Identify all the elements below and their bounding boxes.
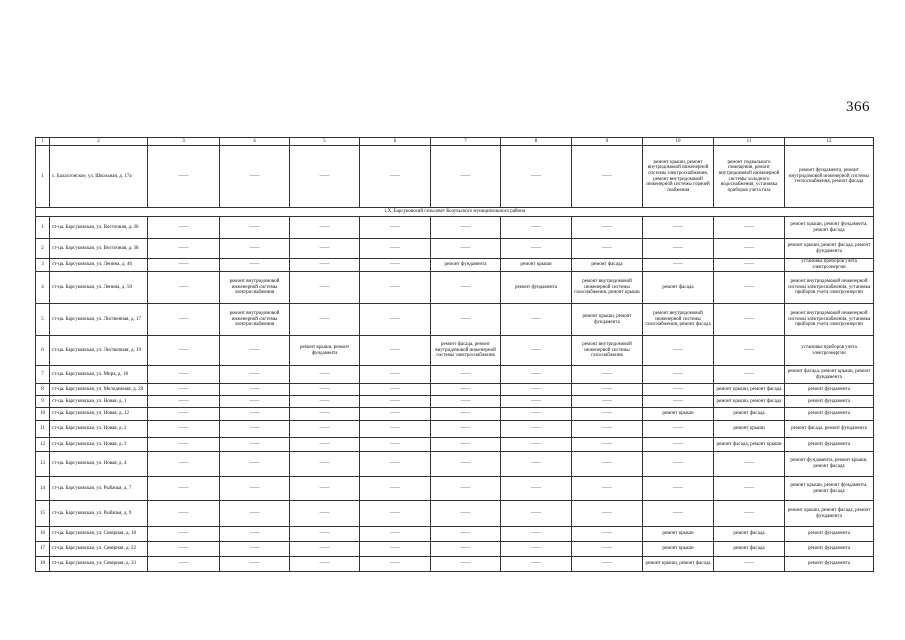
empty-cell: ——	[360, 527, 431, 542]
column-number: 10	[643, 138, 714, 146]
empty-cell: ——	[148, 272, 220, 304]
empty-cell: ——	[431, 366, 501, 384]
work-cell: ремонт крыши	[643, 527, 714, 542]
empty-cell: ——	[290, 146, 360, 208]
address-cell: ст-ца. Барсуковская, ул. Новая, д. 12	[50, 408, 148, 421]
table-row	[36, 408, 874, 421]
work-cell: ремонт внутридомовой инженерной системы электроснабжения, установка приборов учета электроэнергии	[785, 304, 874, 336]
work-cell: ремонт фундамента	[785, 408, 874, 421]
column-number: 12	[785, 138, 874, 146]
column-number: 2	[50, 138, 148, 146]
table-row	[36, 527, 874, 542]
address-cell: ст-ца. Барсуковская, ул. Восточная, д. 36	[50, 217, 148, 239]
row-number: 15	[36, 501, 50, 527]
empty-cell: ——	[714, 304, 785, 336]
work-cell: ремонт крыши, ремонт фундамента, ремонт фасада	[785, 217, 874, 239]
empty-cell: ——	[148, 366, 220, 384]
empty-cell: ——	[360, 304, 431, 336]
empty-cell: ——	[360, 217, 431, 239]
work-cell: ремонт фасада	[714, 542, 785, 557]
empty-cell: ——	[360, 146, 431, 208]
empty-cell: ——	[148, 542, 220, 557]
empty-cell: ——	[572, 384, 643, 396]
work-cell: ремонт фасада	[714, 527, 785, 542]
empty-cell: ——	[148, 336, 220, 366]
address-cell: ст-ца. Барсуковская, ул. Лиственная, д. 19	[50, 336, 148, 366]
page-number: 366	[846, 99, 870, 115]
section-title: 1.Х. Барсуковский сельсовет Козульского муниципального района	[36, 208, 874, 217]
empty-cell: ——	[431, 272, 501, 304]
empty-cell: ——	[572, 396, 643, 408]
empty-cell: ——	[643, 396, 714, 408]
empty-cell: ——	[360, 259, 431, 272]
work-cell: ремонт внутридомовой инженерной системы газоснабжения	[572, 336, 643, 366]
row-number: 3	[36, 259, 50, 272]
work-cell: ремонт крыши, ремонт фасада	[714, 384, 785, 396]
table-row	[36, 557, 874, 572]
work-cell: ремонт фундамента	[785, 396, 874, 408]
address-cell: ст-ца. Барсуковская, ул. Северная, д. 18	[50, 527, 148, 542]
empty-cell: ——	[220, 217, 290, 239]
row-number: 1	[36, 217, 50, 239]
empty-cell: ——	[220, 396, 290, 408]
empty-cell: ——	[572, 421, 643, 438]
empty-cell: ——	[360, 501, 431, 527]
empty-cell: ——	[290, 366, 360, 384]
repair-schedule-table	[35, 137, 874, 572]
column-number: 5	[290, 138, 360, 146]
empty-cell: ——	[220, 146, 290, 208]
row-number: 14	[36, 477, 50, 501]
empty-cell: ——	[572, 501, 643, 527]
empty-cell: ——	[290, 542, 360, 557]
empty-cell: ——	[148, 501, 220, 527]
work-cell: ремонт фасада, ремонт крыши, ремонт фундамента	[785, 366, 874, 384]
empty-cell: ——	[290, 527, 360, 542]
empty-cell: ——	[643, 421, 714, 438]
address-cell: ст-ца. Барсуковская, ул. Молодежная, д. 29	[50, 384, 148, 396]
column-number: 7	[431, 138, 501, 146]
address-cell: ст-ца. Барсуковская, ул. Северная, д. 22	[50, 542, 148, 557]
empty-cell: ——	[220, 408, 290, 421]
row-number: 11	[36, 421, 50, 438]
empty-cell: ——	[360, 272, 431, 304]
empty-cell: ——	[572, 557, 643, 572]
empty-cell: ——	[714, 336, 785, 366]
empty-cell: ——	[148, 557, 220, 572]
column-number: 9	[572, 138, 643, 146]
address-cell: ст-ца. Барсуковская, ул. Ленина, д. 46	[50, 259, 148, 272]
work-cell: ремонт фасада	[572, 259, 643, 272]
empty-cell: ——	[431, 557, 501, 572]
empty-cell: ——	[290, 259, 360, 272]
work-cell: ремонт крыши, ремонт фасада, ремонт фундамента	[785, 239, 874, 259]
address-cell: ст-ца. Барсуковская, ул. Новая, д. 3	[50, 438, 148, 452]
empty-cell: ——	[572, 146, 643, 208]
work-cell: ремонт крыши	[501, 259, 572, 272]
empty-cell: ——	[220, 452, 290, 477]
work-cell: ремонт крыши	[714, 421, 785, 438]
empty-cell: ——	[714, 366, 785, 384]
work-cell: ремонт крыши, ремонт фасада, ремонт фундамента	[785, 501, 874, 527]
work-cell: ремонт фасада, ремонт крыши	[714, 438, 785, 452]
empty-cell: ——	[148, 527, 220, 542]
row-number: 6	[36, 336, 50, 366]
table-row	[36, 542, 874, 557]
empty-cell: ——	[714, 557, 785, 572]
empty-cell: ——	[431, 527, 501, 542]
address-cell: ст-ца. Барсуковская, ул. Рыбачья, д. 7	[50, 477, 148, 501]
empty-cell: ——	[431, 217, 501, 239]
work-cell: ремонт фундамента	[785, 542, 874, 557]
work-cell: ремонт внутридомовой инженерной системы электроснабжения	[220, 272, 290, 304]
empty-cell: ——	[643, 452, 714, 477]
empty-cell: ——	[431, 542, 501, 557]
empty-cell: ——	[290, 217, 360, 239]
empty-cell: ——	[148, 477, 220, 501]
empty-cell: ——	[643, 336, 714, 366]
empty-cell: ——	[714, 217, 785, 239]
empty-cell: ——	[572, 408, 643, 421]
table-row	[36, 501, 874, 527]
column-number-row	[36, 138, 874, 146]
address-cell: ст-ца. Барсуковская, ул. Восточная, д. 38	[50, 239, 148, 259]
empty-cell: ——	[431, 239, 501, 259]
empty-cell: ——	[220, 542, 290, 557]
row-number: 10	[36, 408, 50, 421]
empty-cell: ——	[501, 557, 572, 572]
empty-cell: ——	[714, 259, 785, 272]
empty-cell: ——	[290, 272, 360, 304]
empty-cell: ——	[290, 501, 360, 527]
empty-cell: ——	[220, 501, 290, 527]
work-cell: ремонт фасада	[714, 408, 785, 421]
empty-cell: ——	[148, 384, 220, 396]
empty-cell: ——	[290, 408, 360, 421]
empty-cell: ——	[360, 477, 431, 501]
work-cell: ремонт внутридомовой инженерной системы газоснабжения, ремонт фасада	[643, 304, 714, 336]
empty-cell: ——	[220, 384, 290, 396]
empty-cell: ——	[360, 408, 431, 421]
empty-cell: ——	[714, 452, 785, 477]
section-header-row	[36, 208, 874, 217]
empty-cell: ——	[501, 217, 572, 239]
empty-cell: ——	[501, 366, 572, 384]
empty-cell: ——	[360, 366, 431, 384]
empty-cell: ——	[148, 438, 220, 452]
work-cell: ремонт фундамента	[785, 557, 874, 572]
work-cell: ремонт фундамента	[785, 438, 874, 452]
work-cell: ремонт фундамента, ремонт крыши, ремонт фасада	[785, 452, 874, 477]
row-number: 4	[36, 272, 50, 304]
empty-cell: ——	[572, 527, 643, 542]
row-number: 17	[36, 542, 50, 557]
empty-cell: ——	[220, 557, 290, 572]
work-cell: установка приборов учета электроэнергии	[785, 336, 874, 366]
address-cell: ст-ца. Барсуковская, ул. Новая, д. 1	[50, 396, 148, 408]
empty-cell: ——	[290, 438, 360, 452]
empty-cell: ——	[431, 146, 501, 208]
table-row	[36, 438, 874, 452]
empty-cell: ——	[431, 396, 501, 408]
empty-cell: ——	[572, 239, 643, 259]
address-cell: ст-ца. Барсуковская, ул. Ленина, д. 50	[50, 272, 148, 304]
work-cell: установка приборов учета электроэнергии	[785, 259, 874, 272]
empty-cell: ——	[220, 438, 290, 452]
empty-cell: ——	[643, 239, 714, 259]
work-cell: ремонт крыши, ремонт фундамента	[572, 304, 643, 336]
address-cell: с. Балахтонское, ул. Школьная, д. 17а	[50, 146, 148, 208]
work-cell: ремонт фундамента, ремонт внутридомовой инженерной системы теплоснабжения, ремонт фасада	[785, 146, 874, 208]
empty-cell: ——	[431, 304, 501, 336]
empty-cell: ——	[290, 452, 360, 477]
empty-cell: ——	[572, 217, 643, 239]
row-number: 16	[36, 527, 50, 542]
empty-cell: ——	[643, 438, 714, 452]
empty-cell: ——	[360, 336, 431, 366]
row-number: 7	[36, 366, 50, 384]
work-cell: ремонт внутридомовой инженерной системы электроснабжения	[220, 304, 290, 336]
empty-cell: ——	[501, 408, 572, 421]
row-number: 18	[36, 557, 50, 572]
empty-cell: ——	[220, 366, 290, 384]
table-row	[36, 384, 874, 396]
column-number: 1	[36, 138, 50, 146]
empty-cell: ——	[220, 421, 290, 438]
column-number: 3	[148, 138, 220, 146]
empty-cell: ——	[431, 421, 501, 438]
empty-cell: ——	[290, 557, 360, 572]
row-number: 8	[36, 384, 50, 396]
address-cell: ст-ца. Барсуковская, ул. Рыбачья, д. 9	[50, 501, 148, 527]
empty-cell: ——	[290, 421, 360, 438]
work-cell: ремонт фундамента	[785, 527, 874, 542]
empty-cell: ——	[714, 272, 785, 304]
empty-cell: ——	[643, 384, 714, 396]
empty-cell: ——	[501, 542, 572, 557]
work-cell: ремонт внутридомовой инженерной системы электроснабжения, установка приборов учета электроэнергии	[785, 272, 874, 304]
empty-cell: ——	[431, 501, 501, 527]
empty-cell: ——	[431, 452, 501, 477]
empty-cell: ——	[572, 366, 643, 384]
empty-cell: ——	[360, 421, 431, 438]
table-row	[36, 452, 874, 477]
address-cell: ст-ца. Барсуковская, ул. Северная, д. 33	[50, 557, 148, 572]
empty-cell: ——	[431, 477, 501, 501]
empty-cell: ——	[148, 408, 220, 421]
work-cell: ремонт крыши, ремонт фундамента, ремонт фасада	[785, 477, 874, 501]
empty-cell: ——	[643, 366, 714, 384]
table-row	[36, 146, 874, 208]
empty-cell: ——	[148, 421, 220, 438]
work-cell: ремонт крыши	[643, 408, 714, 421]
empty-cell: ——	[220, 336, 290, 366]
row-number: 5	[36, 304, 50, 336]
empty-cell: ——	[714, 239, 785, 259]
table-row	[36, 336, 874, 366]
row-number: 13	[36, 452, 50, 477]
column-number: 8	[501, 138, 572, 146]
work-cell: ремонт крыши	[643, 542, 714, 557]
empty-cell: ——	[360, 438, 431, 452]
empty-cell: ——	[572, 542, 643, 557]
work-cell: ремонт фундамента	[785, 384, 874, 396]
empty-cell: ——	[148, 304, 220, 336]
empty-cell: ——	[290, 396, 360, 408]
empty-cell: ——	[501, 438, 572, 452]
column-number: 6	[360, 138, 431, 146]
address-cell: ст-ца. Барсуковская, ул. Новая, д. 4	[50, 452, 148, 477]
empty-cell: ——	[643, 259, 714, 272]
table-body	[36, 138, 874, 572]
work-cell: ремонт крыши, ремонт фасада	[714, 396, 785, 408]
empty-cell: ——	[220, 527, 290, 542]
empty-cell: ——	[220, 477, 290, 501]
row-number: 1	[36, 146, 50, 208]
empty-cell: ——	[220, 259, 290, 272]
table-row	[36, 477, 874, 501]
row-number: 9	[36, 396, 50, 408]
work-cell: ремонт фасада	[643, 272, 714, 304]
empty-cell: ——	[148, 146, 220, 208]
work-cell: ремонт крыши, ремонт внутридомовой инженерной системы электроснабжения, ремонт внутридомовой инженерной системы горячей снабжения	[643, 146, 714, 208]
work-cell: ремонт фундамента	[431, 259, 501, 272]
empty-cell: ——	[148, 452, 220, 477]
empty-cell: ——	[431, 438, 501, 452]
column-number: 4	[220, 138, 290, 146]
empty-cell: ——	[501, 421, 572, 438]
empty-cell: ——	[290, 239, 360, 259]
work-cell: ремонт крыши, ремонт фундамента	[290, 336, 360, 366]
table-row	[36, 217, 874, 239]
table-row	[36, 304, 874, 336]
work-cell: ремонт подвального помещения, ремонт внутридомовой инженерной системы холодного водоснабжения, установка приборов учета газа	[714, 146, 785, 208]
empty-cell: ——	[501, 239, 572, 259]
empty-cell: ——	[501, 396, 572, 408]
work-cell: ремонт фундамента	[501, 272, 572, 304]
empty-cell: ——	[501, 452, 572, 477]
column-number: 11	[714, 138, 785, 146]
empty-cell: ——	[572, 452, 643, 477]
row-number: 12	[36, 438, 50, 452]
empty-cell: ——	[220, 239, 290, 259]
empty-cell: ——	[431, 384, 501, 396]
empty-cell: ——	[360, 239, 431, 259]
address-cell: ст-ца. Барсуковская, ул. Новая, д. 2	[50, 421, 148, 438]
empty-cell: ——	[360, 452, 431, 477]
empty-cell: ——	[572, 477, 643, 501]
empty-cell: ——	[501, 146, 572, 208]
empty-cell: ——	[572, 438, 643, 452]
table-row	[36, 396, 874, 408]
empty-cell: ——	[360, 384, 431, 396]
empty-cell: ——	[501, 384, 572, 396]
empty-cell: ——	[148, 217, 220, 239]
row-number: 2	[36, 239, 50, 259]
work-cell: ремонт крыши, ремонт фасада	[643, 557, 714, 572]
work-cell: ремонт фасада, ремонт фундамента	[785, 421, 874, 438]
empty-cell: ——	[360, 542, 431, 557]
empty-cell: ——	[290, 304, 360, 336]
work-cell: ремонт внутридомовой инженерной системы газоснабжения, ремонт крыши	[572, 272, 643, 304]
empty-cell: ——	[643, 501, 714, 527]
empty-cell: ——	[714, 477, 785, 501]
work-cell: ремонт фасада, ремонт внутридомовой инженерной системы электроснабжения	[431, 336, 501, 366]
address-cell: ст-ца. Барсуковская, ул. Лиственная, д. 17	[50, 304, 148, 336]
empty-cell: ——	[501, 477, 572, 501]
empty-cell: ——	[501, 527, 572, 542]
table-row	[36, 366, 874, 384]
empty-cell: ——	[643, 217, 714, 239]
table-row	[36, 272, 874, 304]
empty-cell: ——	[148, 239, 220, 259]
empty-cell: ——	[501, 304, 572, 336]
empty-cell: ——	[290, 384, 360, 396]
empty-cell: ——	[290, 477, 360, 501]
empty-cell: ——	[148, 396, 220, 408]
empty-cell: ——	[148, 259, 220, 272]
empty-cell: ——	[714, 501, 785, 527]
address-cell: ст-ца. Барсуковская, ул. Мира, д. 18	[50, 366, 148, 384]
empty-cell: ——	[501, 501, 572, 527]
table-row	[36, 259, 874, 272]
table-row	[36, 421, 874, 438]
empty-cell: ——	[643, 477, 714, 501]
empty-cell: ——	[360, 396, 431, 408]
empty-cell: ——	[501, 336, 572, 366]
empty-cell: ——	[360, 557, 431, 572]
empty-cell: ——	[431, 408, 501, 421]
table-row	[36, 239, 874, 259]
